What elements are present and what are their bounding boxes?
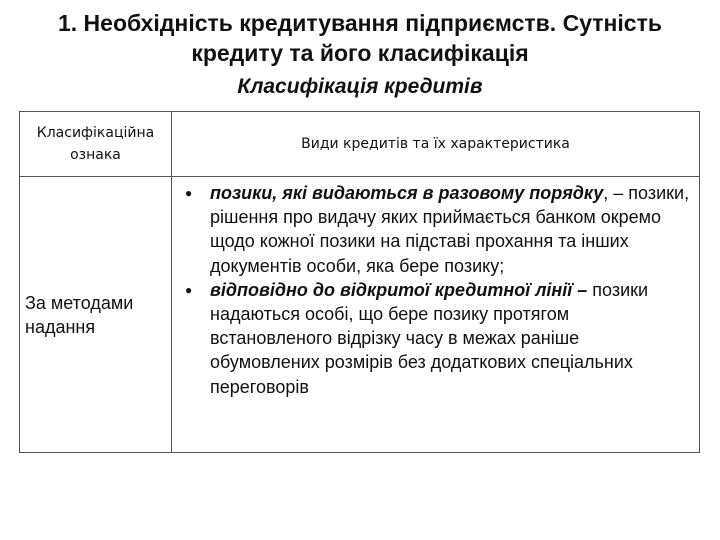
bullet-dot-icon: ●: [185, 186, 193, 200]
bullet-dot-icon: ●: [185, 282, 193, 297]
table-header-row: [20, 112, 700, 177]
slide-title: 1. Необхідність кредитування підприємств. Сутність кредиту та його класифікація: [57, 10, 663, 66]
table-row: [20, 177, 700, 453]
item-text: позики надаються особі, що бере позику протягом встановленого відрізку часу в межах раніше обумовлених розмірів без додаткових спеціальних переговорів: [210, 279, 649, 397]
classification-table: [19, 111, 700, 453]
list-item: [172, 181, 693, 278]
header-sign: Класифікаційна ознака: [20, 112, 172, 177]
credit-types-list: [172, 181, 693, 399]
types-cell: [172, 177, 700, 453]
item-term: позики, які видаються в разовому порядку: [210, 183, 604, 203]
slide-subtitle: Класифікація кредитів: [237, 75, 483, 98]
item-text: , – позики, рішення про видачу яких приймається банком окремо щодо кожної позики на підставі прохання та інших документів особи, яка бере позику;: [210, 183, 690, 276]
method-cell: За методами надання: [20, 177, 172, 453]
item-term: відповідно до відкритої кредитної лінії –: [210, 279, 588, 300]
header-types: Види кредитів та їх характеристика: [172, 112, 700, 177]
list-item: [172, 278, 693, 399]
